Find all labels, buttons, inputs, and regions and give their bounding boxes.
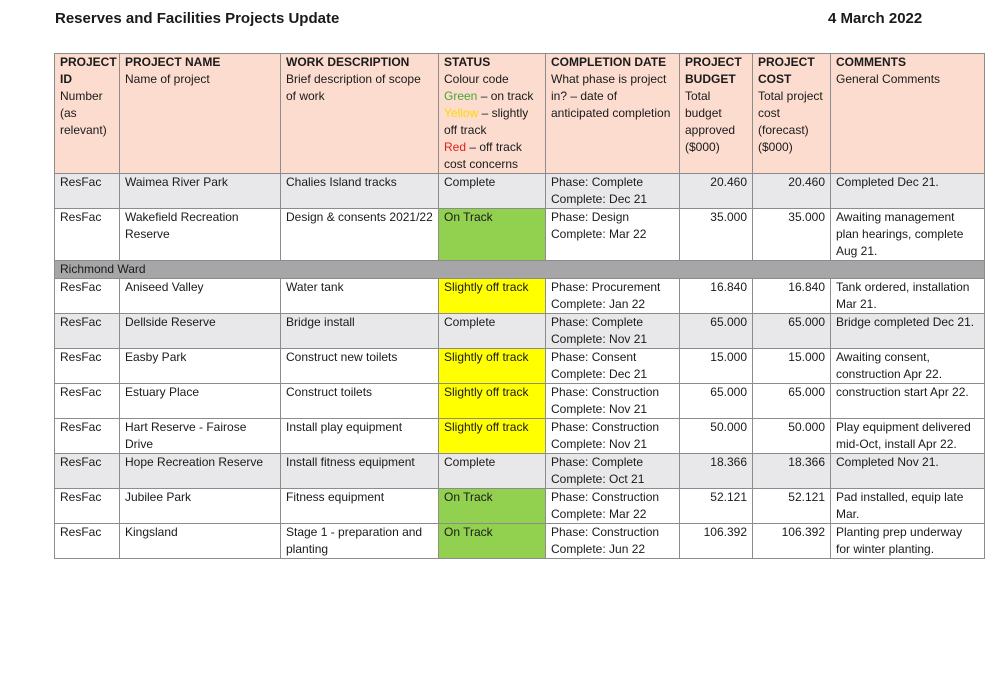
completion-date: Complete: Jun 22 bbox=[551, 542, 646, 556]
cell-completion-date bbox=[546, 489, 680, 524]
cell-comments: Play equipment delivered mid-Oct, install Apr 22. bbox=[831, 419, 985, 454]
header-work-description: WORK DESCRIPTION Brief description of scope of work bbox=[281, 54, 439, 174]
header-completion-date: COMPLETION DATE What phase is project in? – date of anticipated completion bbox=[546, 54, 680, 174]
cell-comments: Completed Dec 21. bbox=[831, 174, 985, 209]
table-row bbox=[55, 349, 985, 384]
completion-phase: Phase: Consent bbox=[551, 350, 637, 364]
cell-project-cost: 18.366 bbox=[753, 454, 831, 489]
completion-phase: Phase: Construction bbox=[551, 420, 660, 434]
cell-project-cost: 52.121 bbox=[753, 489, 831, 524]
cell-project-cost: 50.000 bbox=[753, 419, 831, 454]
cell-work-description: Bridge install bbox=[281, 314, 439, 349]
cell-status: On Track bbox=[439, 489, 546, 524]
completion-date: Complete: Oct 21 bbox=[551, 472, 645, 486]
cell-project-cost: 15.000 bbox=[753, 349, 831, 384]
completion-date: Complete: Jan 22 bbox=[551, 297, 646, 311]
cell-project-name: Aniseed Valley bbox=[120, 279, 281, 314]
completion-date: Complete: Mar 22 bbox=[551, 507, 647, 521]
completion-phase: Phase: Complete bbox=[551, 455, 644, 469]
cell-completion-date bbox=[546, 384, 680, 419]
cell-project-id: ResFac bbox=[55, 209, 120, 261]
cell-project-budget: 18.366 bbox=[680, 454, 753, 489]
cell-project-budget: 52.121 bbox=[680, 489, 753, 524]
cell-project-id: ResFac bbox=[55, 419, 120, 454]
table-row bbox=[55, 419, 985, 454]
completion-phase: Phase: Design bbox=[551, 210, 630, 224]
cell-project-name: Waimea River Park bbox=[120, 174, 281, 209]
cell-comments: Pad installed, equip late Mar. bbox=[831, 489, 985, 524]
cell-project-name: Hart Reserve - Fairose Drive bbox=[120, 419, 281, 454]
cell-comments: Awaiting management plan hearings, complete Aug 21. bbox=[831, 209, 985, 261]
cell-project-cost: 106.392 bbox=[753, 524, 831, 559]
cell-project-cost: 16.840 bbox=[753, 279, 831, 314]
table-row bbox=[55, 454, 985, 489]
header-status: STATUS Colour code Green – on track Yellow – slightly off track Red – off track cost concerns bbox=[439, 54, 546, 174]
table-body bbox=[55, 174, 985, 559]
cell-project-budget: 65.000 bbox=[680, 384, 753, 419]
cell-completion-date bbox=[546, 279, 680, 314]
completion-date: Complete: Nov 21 bbox=[551, 402, 648, 416]
completion-phase: Phase: Complete bbox=[551, 315, 644, 329]
completion-date: Complete: Nov 21 bbox=[551, 437, 648, 451]
cell-comments: Bridge completed Dec 21. bbox=[831, 314, 985, 349]
cell-work-description: Design & consents 2021/22 bbox=[281, 209, 439, 261]
table-row bbox=[55, 489, 985, 524]
cell-project-name: Jubilee Park bbox=[120, 489, 281, 524]
cell-project-budget: 50.000 bbox=[680, 419, 753, 454]
status-legend-green: Green bbox=[444, 89, 478, 103]
table-row bbox=[55, 384, 985, 419]
cell-project-id: ResFac bbox=[55, 524, 120, 559]
cell-status: Slightly off track bbox=[439, 349, 546, 384]
completion-phase: Phase: Construction bbox=[551, 490, 660, 504]
cell-project-budget: 15.000 bbox=[680, 349, 753, 384]
cell-completion-date bbox=[546, 209, 680, 261]
cell-completion-date bbox=[546, 314, 680, 349]
document-title: Reserves and Facilities Projects Update bbox=[55, 10, 340, 27]
cell-project-id: ResFac bbox=[55, 349, 120, 384]
cell-project-cost: 20.460 bbox=[753, 174, 831, 209]
cell-comments: construction start Apr 22. bbox=[831, 384, 985, 419]
table-row bbox=[55, 279, 985, 314]
cell-work-description: Stage 1 - preparation and planting bbox=[281, 524, 439, 559]
cell-project-cost: 65.000 bbox=[753, 384, 831, 419]
table-row bbox=[55, 524, 985, 559]
cell-work-description: Install fitness equipment bbox=[281, 454, 439, 489]
header-project-id: PROJECT ID Number (as relevant) bbox=[55, 54, 120, 174]
completion-date: Complete: Dec 21 bbox=[551, 192, 648, 206]
cell-project-id: ResFac bbox=[55, 314, 120, 349]
cell-project-id: ResFac bbox=[55, 384, 120, 419]
cell-completion-date bbox=[546, 174, 680, 209]
cell-project-name: Easby Park bbox=[120, 349, 281, 384]
cell-completion-date bbox=[546, 524, 680, 559]
cell-work-description: Water tank bbox=[281, 279, 439, 314]
header-project-name: PROJECT NAME Name of project bbox=[120, 54, 281, 174]
table-row bbox=[55, 209, 985, 261]
ward-label: Richmond Ward bbox=[55, 261, 985, 279]
cell-project-name: Estuary Place bbox=[120, 384, 281, 419]
cell-comments: Planting prep underway for winter planting. bbox=[831, 524, 985, 559]
cell-status: Slightly off track bbox=[439, 384, 546, 419]
table-row bbox=[55, 174, 985, 209]
cell-work-description: Construct new toilets bbox=[281, 349, 439, 384]
completion-phase: Phase: Construction bbox=[551, 525, 660, 539]
cell-project-budget: 16.840 bbox=[680, 279, 753, 314]
ward-section-row bbox=[55, 261, 985, 279]
cell-project-id: ResFac bbox=[55, 454, 120, 489]
cell-status: Slightly off track bbox=[439, 279, 546, 314]
cell-project-id: ResFac bbox=[55, 489, 120, 524]
status-legend-yellow: Yellow bbox=[444, 106, 479, 120]
completion-date: Complete: Nov 21 bbox=[551, 332, 648, 346]
status-legend-red: Red bbox=[444, 140, 467, 154]
cell-status: On Track bbox=[439, 209, 546, 261]
cell-project-id: ResFac bbox=[55, 174, 120, 209]
cell-completion-date bbox=[546, 349, 680, 384]
cell-status: On Track bbox=[439, 524, 546, 559]
projects-table bbox=[54, 53, 985, 559]
cell-work-description: Chalies Island tracks bbox=[281, 174, 439, 209]
cell-status: Complete bbox=[439, 314, 546, 349]
cell-project-name: Dellside Reserve bbox=[120, 314, 281, 349]
cell-work-description: Fitness equipment bbox=[281, 489, 439, 524]
cell-project-cost: 35.000 bbox=[753, 209, 831, 261]
cell-work-description: Install play equipment bbox=[281, 419, 439, 454]
cell-comments: Tank ordered, installation Mar 21. bbox=[831, 279, 985, 314]
header-project-cost: PROJECT COST Total project cost (forecast) ($000) bbox=[753, 54, 831, 174]
cell-project-budget: 20.460 bbox=[680, 174, 753, 209]
cell-comments: Awaiting consent, construction Apr 22. bbox=[831, 349, 985, 384]
cell-status: Complete bbox=[439, 454, 546, 489]
cell-completion-date bbox=[546, 454, 680, 489]
completion-phase: Phase: Construction bbox=[551, 385, 660, 399]
table-row bbox=[55, 314, 985, 349]
completion-date: Complete: Dec 21 bbox=[551, 367, 648, 381]
table-header-row bbox=[55, 54, 985, 174]
cell-project-name: Wakefield Recreation Reserve bbox=[120, 209, 281, 261]
cell-project-name: Hope Recreation Reserve bbox=[120, 454, 281, 489]
cell-status: Complete bbox=[439, 174, 546, 209]
completion-phase: Phase: Procurement bbox=[551, 280, 661, 294]
cell-project-budget: 106.392 bbox=[680, 524, 753, 559]
completion-date: Complete: Mar 22 bbox=[551, 227, 647, 241]
cell-work-description: Construct toilets bbox=[281, 384, 439, 419]
cell-status: Slightly off track bbox=[439, 419, 546, 454]
cell-project-budget: 35.000 bbox=[680, 209, 753, 261]
cell-project-cost: 65.000 bbox=[753, 314, 831, 349]
cell-completion-date bbox=[546, 419, 680, 454]
document-date: 4 March 2022 bbox=[828, 10, 923, 27]
cell-project-name: Kingsland bbox=[120, 524, 281, 559]
header-project-budget: PROJECT BUDGET Total budget approved ($000) bbox=[680, 54, 753, 174]
cell-project-id: ResFac bbox=[55, 279, 120, 314]
completion-phase: Phase: Complete bbox=[551, 175, 644, 189]
header-comments: COMMENTS General Comments bbox=[831, 54, 985, 174]
cell-project-budget: 65.000 bbox=[680, 314, 753, 349]
cell-comments: Completed Nov 21. bbox=[831, 454, 985, 489]
